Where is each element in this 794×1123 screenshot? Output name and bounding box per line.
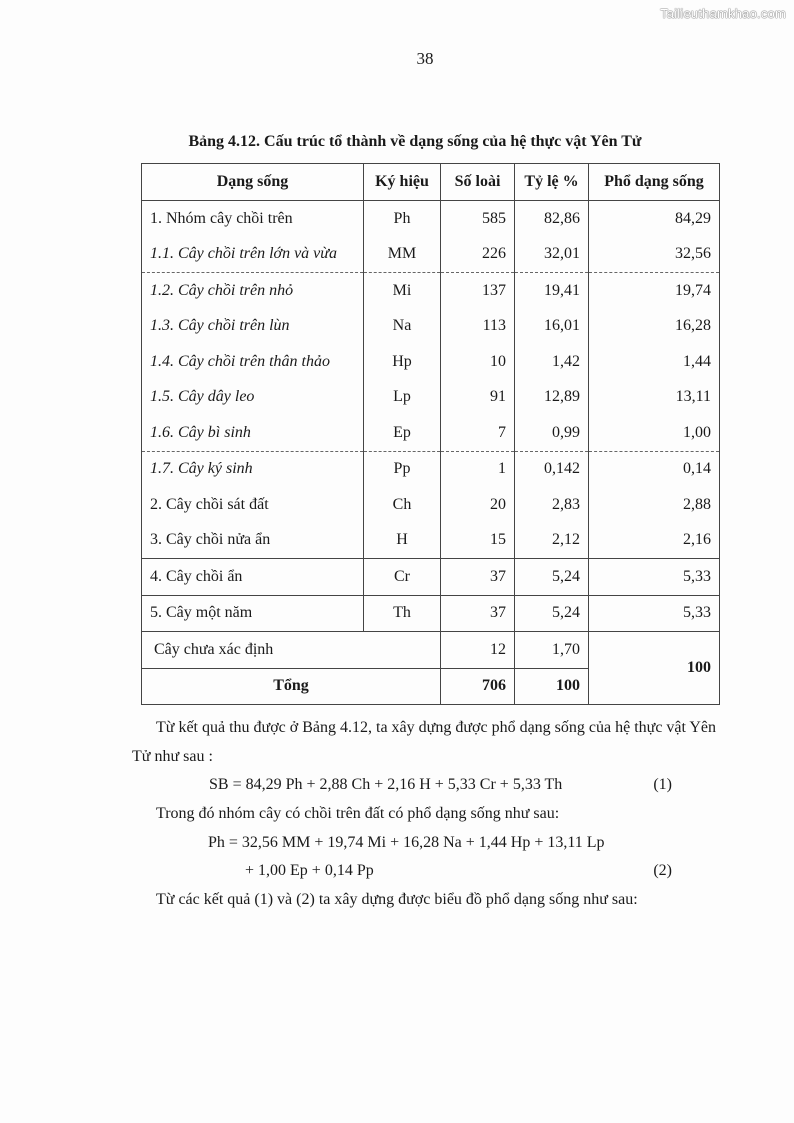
cell-spectrum: 13,11: [589, 380, 720, 416]
table-row: [142, 451, 720, 487]
cell-name: 2. Cây chồi sát đất: [142, 487, 364, 523]
cell-percent: 82,86: [515, 201, 589, 237]
cell-count: 12: [441, 632, 515, 669]
cell-spectrum: 5,33: [589, 595, 720, 632]
cell-symbol: Ch: [364, 487, 441, 523]
cell-count: 10: [441, 344, 515, 380]
cell-count: 20: [441, 487, 515, 523]
cell-symbol: Pp: [364, 451, 441, 487]
cell-count: 37: [441, 559, 515, 596]
cell-count: 91: [441, 380, 515, 416]
cell-name: 1.6. Cây bì sinh: [142, 415, 364, 451]
cell-symbol: Ph: [364, 201, 441, 237]
cell-symbol: Ep: [364, 415, 441, 451]
cell-count: 113: [441, 309, 515, 345]
total-label: Tổng: [142, 668, 441, 705]
cell-spectrum: 19,74: [589, 273, 720, 309]
paragraph-phanerophyte: Trong đó nhóm cây có chồi trên đất có phổ dạng sống như sau:: [156, 805, 560, 822]
cell-count: 137: [441, 273, 515, 309]
cell-spectrum: 5,33: [589, 559, 720, 596]
table-row: [142, 201, 720, 237]
cell-count: 585: [441, 201, 515, 237]
table-row: [142, 559, 720, 596]
cell-percent: 2,12: [515, 523, 589, 559]
cell-percent: 1,70: [515, 632, 589, 669]
total-spectrum: 100: [589, 632, 720, 705]
cell-percent: 32,01: [515, 237, 589, 273]
cell-percent: 0,142: [515, 451, 589, 487]
cell-percent: 1,42: [515, 344, 589, 380]
table-row: [142, 380, 720, 416]
watermark: Tailieuthamkhao.com: [660, 6, 786, 21]
formula-1-number: (1): [653, 776, 672, 793]
formula-1: SB = 84,29 Ph + 2,88 Ch + 2,16 H + 5,33 Cr + 5,33 Th: [209, 776, 563, 793]
cell-name: 3. Cây chồi nửa ẩn: [142, 523, 364, 559]
cell-percent: 19,41: [515, 273, 589, 309]
cell-symbol: H: [364, 523, 441, 559]
formula-2-number: (2): [653, 862, 672, 879]
cell-count: 226: [441, 237, 515, 273]
life-form-table: [141, 163, 720, 705]
paragraph-intro: Từ kết quả thu được ở Bảng 4.12, ta xây dựng được phổ dạng sống của hệ thực vật Yên Tử như sau :: [132, 719, 717, 765]
undetermined-row: [142, 632, 720, 669]
paragraph-chart-intro: Từ các kết quả (1) và (2) ta xây dựng được biểu đồ phổ dạng sống như sau:: [156, 891, 638, 908]
cell-symbol: Cr: [364, 559, 441, 596]
header-life-form: Dạng sống: [142, 164, 364, 201]
cell-spectrum: 1,44: [589, 344, 720, 380]
cell-symbol: MM: [364, 237, 441, 273]
table-row: [142, 415, 720, 451]
cell-symbol: Th: [364, 595, 441, 632]
cell-name: 1.5. Cây dây leo: [142, 380, 364, 416]
total-count: 706: [441, 668, 515, 705]
table-row: [142, 523, 720, 559]
header-percent: Tỷ lệ %: [515, 164, 589, 201]
table-row: [142, 344, 720, 380]
cell-name: 1.2. Cây chồi trên nhỏ: [142, 273, 364, 309]
cell-percent: 5,24: [515, 595, 589, 632]
cell-count: 1: [441, 451, 515, 487]
cell-percent: 12,89: [515, 380, 589, 416]
table-row: [142, 487, 720, 523]
cell-spectrum: 32,56: [589, 237, 720, 273]
table-header-row: [142, 164, 720, 201]
cell-spectrum: 1,00: [589, 415, 720, 451]
cell-percent: 0,99: [515, 415, 589, 451]
cell-spectrum: 16,28: [589, 309, 720, 345]
header-symbol: Ký hiệu: [364, 164, 441, 201]
header-spectrum: Phổ dạng sống: [589, 164, 720, 201]
header-species-count: Số loài: [441, 164, 515, 201]
cell-name: Cây chưa xác định: [142, 632, 441, 669]
formula-2-line-2: + 1,00 Ep + 0,14 Pp: [245, 862, 374, 879]
cell-percent: 16,01: [515, 309, 589, 345]
cell-name: 1.3. Cây chồi trên lùn: [142, 309, 364, 345]
table-row: [142, 309, 720, 345]
cell-percent: 2,83: [515, 487, 589, 523]
cell-spectrum: 84,29: [589, 201, 720, 237]
cell-count: 15: [441, 523, 515, 559]
cell-count: 37: [441, 595, 515, 632]
cell-symbol: Lp: [364, 380, 441, 416]
cell-count: 7: [441, 415, 515, 451]
cell-name: 1.7. Cây ký sinh: [142, 451, 364, 487]
table-row: [142, 273, 720, 309]
cell-spectrum: 2,88: [589, 487, 720, 523]
cell-name: 5. Cây một năm: [142, 595, 364, 632]
cell-name: 1.4. Cây chồi trên thân thảo: [142, 344, 364, 380]
total-percent: 100: [515, 668, 589, 705]
cell-symbol: Mi: [364, 273, 441, 309]
cell-spectrum: 0,14: [589, 451, 720, 487]
table-caption: Bảng 4.12. Cấu trúc tổ thành về dạng sống của hệ thực vật Yên Tử: [188, 133, 642, 150]
table-row: [142, 237, 720, 273]
cell-percent: 5,24: [515, 559, 589, 596]
formula-2-line-1: Ph = 32,56 MM + 19,74 Mi + 16,28 Na + 1,44 Hp + 13,11 Lp: [208, 834, 605, 851]
cell-name: 4. Cây chồi ẩn: [142, 559, 364, 596]
cell-spectrum: 2,16: [589, 523, 720, 559]
cell-name: 1.1. Cây chồi trên lớn và vừa: [142, 237, 364, 273]
cell-symbol: Hp: [364, 344, 441, 380]
cell-symbol: Na: [364, 309, 441, 345]
table-row: [142, 595, 720, 632]
page-number: 38: [416, 49, 434, 68]
cell-name: 1. Nhóm cây chồi trên: [142, 201, 364, 237]
